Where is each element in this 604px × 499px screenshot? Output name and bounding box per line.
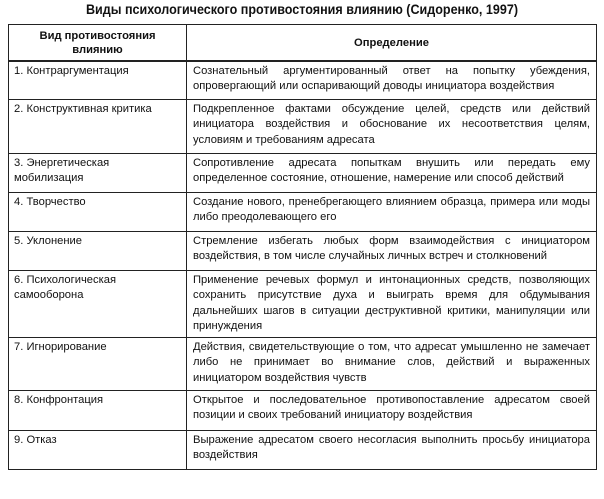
table-row [9,193,597,232]
row-definition: Сопротивление адресата попыткам внушить или передать ему определенное состояние, отношение, намерение или способ действий [187,154,597,193]
row-type-name: 4. Творчество [9,193,187,232]
row-definition: Применение речевых формул и интонационных средств, позволяющих сохранить присутствие духа и выиграть время для обдумывания дальнейших шагов в ситуации деструктивной критики, манипуляции или принуждения [187,271,597,338]
table-row [9,271,597,338]
row-type-name: 1. Контраргументация [9,61,187,100]
table-header-row [9,25,597,61]
row-definition: Открытое и последовательное противопоставление адресатом своей позиции и своих требований инициатору воздействия [187,391,597,431]
column-header-type: Вид противостояния влиянию [9,25,187,61]
row-definition: Выражение адресатом своего несогласия выполнить просьбу инициатора воздействия [187,431,597,470]
row-type-name: 5. Уклонение [9,232,187,271]
table-row [9,338,597,391]
row-type-name: 6. Психологическая самооборона [9,271,187,338]
row-definition: Сознательный аргументированный ответ на попытку убеждения, опровергающий или оспаривающий доводы инициатора воздействия [187,61,597,100]
row-type-name: 8. Конфронтация [9,391,187,431]
table-row [9,61,597,100]
row-type-name: 2. Конструктивная критика [9,100,187,154]
table-row [9,232,597,271]
table-title: Виды психологического противостояния влиянию (Сидоренко, 1997) [85,2,519,17]
row-type-name: 7. Игнорирование [9,338,187,391]
row-definition: Действия, свидетельствующие о том, что адресат умышленно не замечает либо не принимает во внимание слов, действий и выраженных инициатором воздействия чувств [187,338,597,391]
row-definition: Стремление избегать любых форм взаимодействия с инициатором воздействия, в том числе случайных личных встреч и столкновений [187,232,597,271]
row-definition: Создание нового, пренебрегающего влиянием образца, примера или моды либо преодолевающего его [187,193,597,232]
influence-resistance-table [8,24,597,470]
row-type-name: 9. Отказ [9,431,187,470]
table-row [9,391,597,431]
row-type-name: 3. Энергетическая мобилизация [9,154,187,193]
row-definition: Подкрепленное фактами обсуждение целей, средств или действий инициатора воздействия и обоснование их несоответствия целям, условиям и требованиям адресата [187,100,597,154]
table-row [9,100,597,154]
table-row [9,154,597,193]
column-header-definition: Определение [187,25,597,61]
table-row [9,431,597,470]
